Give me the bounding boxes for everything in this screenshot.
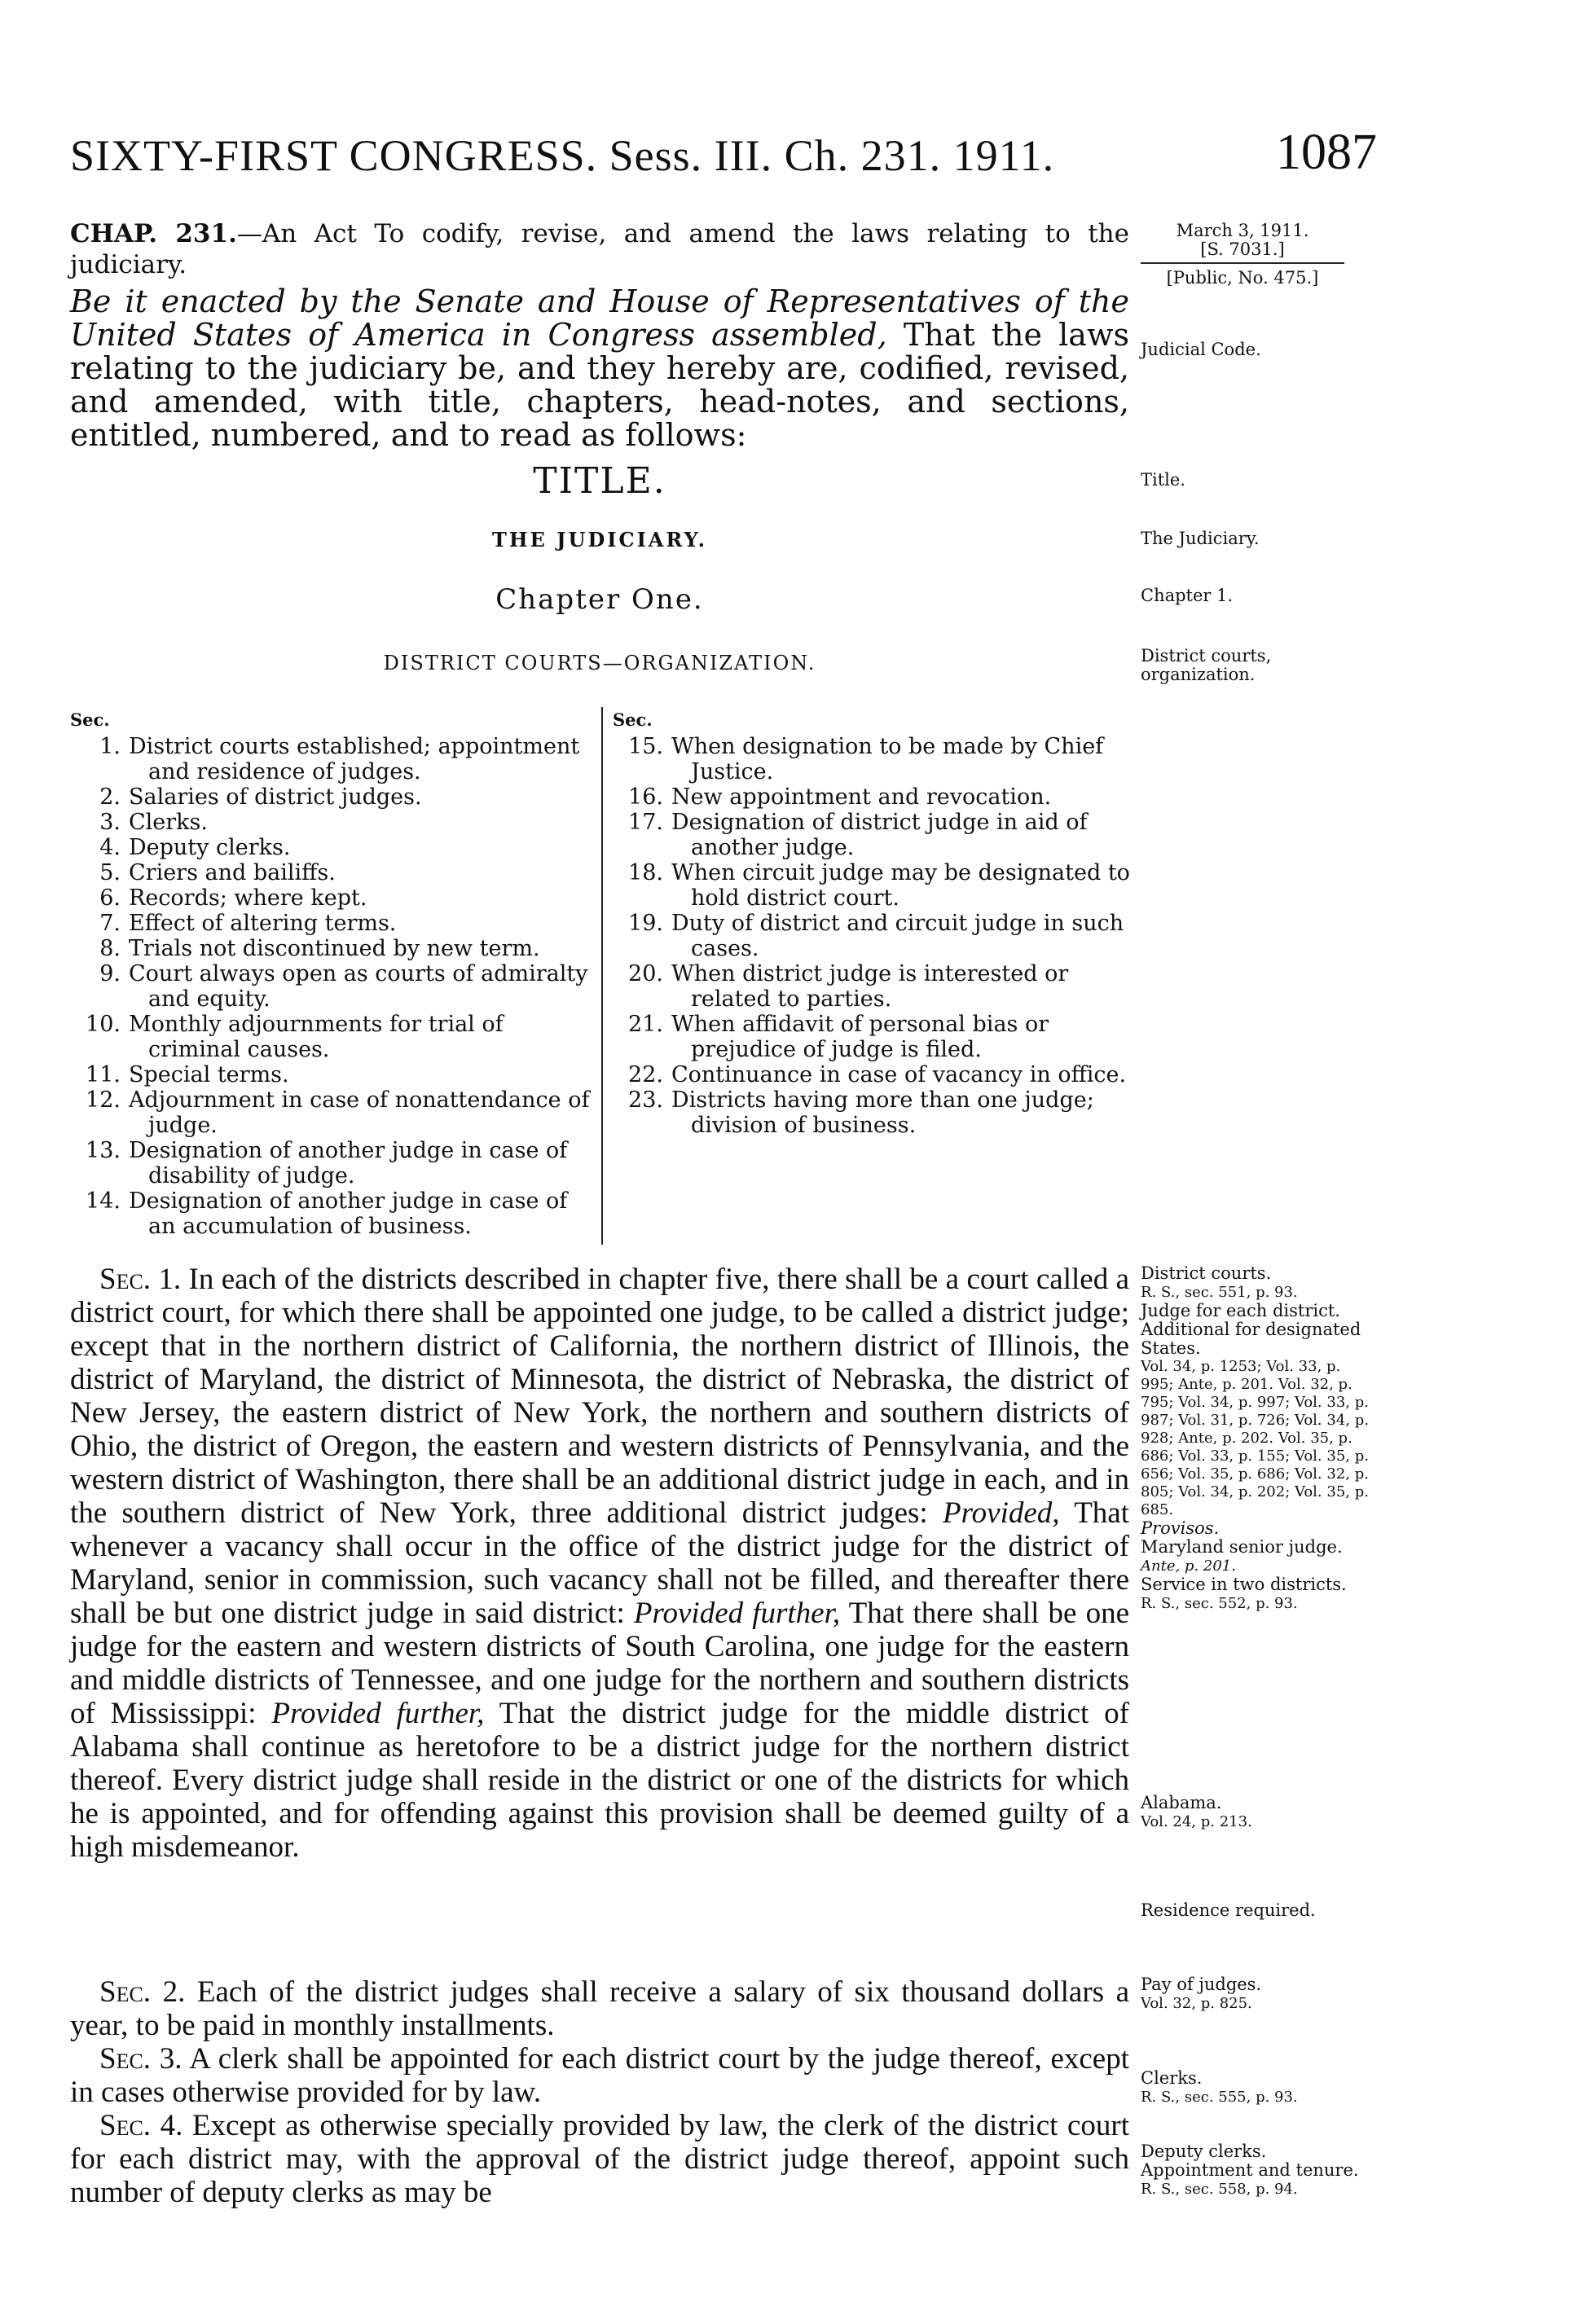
- toc-num: 15.: [628, 734, 663, 759]
- note-vols: Vol. 34, p. 1253; Vol. 33, p. 995; Ante, p. 201. Vol. 32, p. 795; Vol. 34, p. 997; Vol. 33, p. 987; Vol. 31, p. 726; Vol. 34, p. 928; Ante, p. 202. Vol. 35, p. 686; Vol. 33, p. 155; Vol. 35, p. 656; Vol. 35, p. 686; Vol. 32, p. 805; Vol. 34, p. 202; Vol. 35, p. 685.: [1141, 1358, 1369, 1518]
- note-deputy: Deputy clerks.: [1141, 2142, 1267, 2161]
- toc-item: [613, 961, 1134, 1012]
- note-vol32: Vol. 32, p. 825.: [1141, 1995, 1252, 2012]
- title-heading: TITLE.: [533, 460, 666, 502]
- toc-text: Salaries of district judges.: [129, 784, 422, 810]
- chapter-heading: Chapter One.: [495, 583, 704, 616]
- toc-num: 10.: [86, 1012, 121, 1037]
- margin-bill: [S. 7031.]: [1200, 239, 1285, 259]
- toc-item: [70, 1138, 592, 1188]
- toc-item: [613, 860, 1134, 911]
- toc-item: [70, 885, 592, 911]
- judiciary-heading: THE JUDICIARY.: [491, 528, 708, 551]
- toc-num: 8.: [99, 936, 121, 961]
- section-1: [70, 1263, 1129, 1864]
- note-judge-each: Judge for each district.: [1141, 1301, 1340, 1320]
- proviso: Provided further,: [271, 1697, 485, 1730]
- margin-chapter: Chapter 1.: [1141, 586, 1234, 605]
- toc-num: 16.: [628, 784, 663, 810]
- section-text: That whenever a vacancy shall occur in the office of the district judge for the district of Maryland, senior in commission, such vacancy shall not be filled, and thereafter there shall be but one district judge in said district:: [70, 1496, 1129, 1630]
- toc-item: [70, 784, 592, 810]
- contents-left: [70, 707, 592, 1239]
- margin-judicial-code: Judicial Code.: [1141, 340, 1261, 359]
- toc-num: 19.: [628, 911, 663, 936]
- margin-public: [Public, No. 475.]: [1166, 268, 1319, 288]
- chapter-caption: [70, 218, 1129, 280]
- toc-text: District courts established; appointment and residence of judges.: [129, 734, 580, 784]
- toc-num: 9.: [99, 961, 121, 986]
- toc-text: New appointment and revocation.: [671, 784, 1052, 810]
- note-pay: Pay of judges.: [1141, 1975, 1262, 1994]
- enacting-text: That the laws relating to the judiciary be, and they hereby are, codified, revised, and amended, with title, chapters, head-notes, and sections, entitled, numbered, and to read as follows:: [70, 317, 1129, 453]
- toc-text: When circuit judge may be designated to hold district court.: [671, 860, 1130, 911]
- toc-item: [613, 911, 1134, 961]
- toc-num: 20.: [628, 961, 663, 986]
- note-ante201: Ante, p. 201.: [1141, 1557, 1236, 1575]
- note-maryland: Maryland senior judge.: [1141, 1537, 1343, 1557]
- toc-num: 22.: [628, 1062, 663, 1087]
- toc-num: 11.: [86, 1062, 121, 1087]
- sections-2-4: [70, 1975, 1129, 2209]
- toc-text: Designation of another judge in case of disability of judge.: [129, 1138, 568, 1188]
- toc-text: When affidavit of personal bias or prejudice of judge is filed.: [671, 1012, 1049, 1062]
- toc-num: 6.: [99, 885, 121, 911]
- note-rs558: R. S., sec. 558, p. 94.: [1141, 2181, 1298, 2198]
- proviso: Provided,: [943, 1496, 1060, 1530]
- margin-date-block: [1141, 222, 1344, 288]
- toc-num: 5.: [99, 860, 121, 885]
- section-text: Except as otherwise specially provided by law, the clerk of the district court for each district may, with the approval of the district judge thereof, appoint such number of deputy clerks as may be: [70, 2109, 1129, 2209]
- toc-item: [70, 1188, 592, 1239]
- margin-judiciary: The Judiciary.: [1141, 529, 1260, 548]
- margin-clerks: [1141, 2069, 1385, 2107]
- toc-text: Effect of altering terms.: [129, 911, 397, 936]
- margin-deputy: [1141, 2142, 1385, 2199]
- toc-text: Monthly adjournments for trial of criminal causes.: [129, 1012, 504, 1062]
- toc-item: [70, 911, 592, 936]
- chapter-text: —An Act To codify, revise, and amend the laws relating to the judiciary.: [70, 219, 1129, 279]
- toc-text: Trials not discontinued by new term.: [129, 936, 540, 961]
- toc-text: Adjournment in case of nonattendance of judge.: [129, 1087, 590, 1138]
- toc-text: Districts having more than one judge; division of business.: [671, 1087, 1094, 1138]
- section-3: [70, 2042, 1129, 2109]
- note-provisos: Provisos.: [1141, 1518, 1220, 1538]
- toc-text: Special terms.: [129, 1062, 289, 1087]
- toc-item: [613, 1012, 1134, 1062]
- toc-item: [613, 784, 1134, 810]
- toc-item: [70, 1062, 592, 1087]
- toc-num: 2.: [99, 784, 121, 810]
- toc-item: [70, 1012, 592, 1062]
- toc-num: 1.: [99, 734, 121, 759]
- toc-item: [70, 734, 592, 784]
- section-text: That the district judge for the middle district of Alabama shall continue as heretofore to be a district judge for the northern district thereof. Every district judge shall reside in the district or one of the districts for which he is appointed, and for offending against this provision shall be deemed guilty of a high misdemeanor.: [70, 1697, 1129, 1864]
- section-text: In each of the districts described in chapter five, there shall be a court called a district court, for which there shall be appointed one judge, to be called a district judge; except that in the northern district of California, the northern district of Illinois, the district of Maryland, the district of Minnesota, the district of Nebraska, the district of New Jersey, the eastern district of New York, the northern and southern districts of Ohio, the district of Oregon, the eastern and western districts of Pennsylvania, and the western district of Washington, there shall be an additional district judge in each, and in the southern district of New York, three additional district judges:: [70, 1263, 1129, 1530]
- contents-right: [613, 707, 1134, 1138]
- page-number: 1087: [1276, 125, 1377, 180]
- note-appointment: Appointment and tenure.: [1141, 2160, 1359, 2180]
- note-vol24: Vol. 24, p. 213.: [1141, 1813, 1252, 1830]
- section-label: Sec. 1.: [99, 1263, 182, 1296]
- section-1-paragraph: [70, 1263, 1129, 1864]
- note-rs555: R. S., sec. 555, p. 93.: [1141, 2089, 1298, 2106]
- toc-text: Designation of another judge in case of an accumulation of business.: [129, 1188, 568, 1239]
- toc-num: 14.: [86, 1188, 121, 1214]
- toc-num: 18.: [628, 860, 663, 885]
- contents-divider: [601, 707, 603, 1245]
- toc-item: [70, 810, 592, 835]
- toc-item: [613, 1062, 1134, 1087]
- district-heading: DISTRICT COURTS—ORGANIZATION.: [383, 652, 816, 674]
- toc-text: Deputy clerks.: [129, 835, 291, 860]
- toc-num: 17.: [628, 810, 663, 835]
- section-label: Sec. 2.: [99, 1975, 186, 2009]
- margin-pay: [1141, 1975, 1385, 2013]
- proviso: Provided further,: [633, 1597, 841, 1630]
- toc-item: [70, 835, 592, 860]
- toc-text: Duty of district and circuit judge in such cases.: [671, 911, 1124, 961]
- toc-text: When district judge is interested or related to parties.: [671, 961, 1069, 1012]
- margin-alabama: [1141, 1794, 1385, 1831]
- toc-num: 7.: [99, 911, 121, 936]
- note-additional: Additional for designated States.: [1141, 1320, 1361, 1358]
- toc-sec-label: Sec.: [70, 710, 110, 730]
- section-label: Sec. 4.: [99, 2109, 183, 2142]
- toc-num: 4.: [99, 835, 121, 860]
- section-text: Each of the district judges shall receive a salary of six thousand dollars a year, to be paid in monthly installments.: [70, 1975, 1129, 2042]
- note-alabama: Alabama.: [1141, 1793, 1222, 1812]
- section-text: That there shall be one judge for the eastern and western districts of South Carolina, one judge for the eastern and middle districts of Tennessee, and one judge for the northern and southern districts of Mississippi:: [70, 1597, 1129, 1730]
- toc-item: [70, 1087, 592, 1138]
- toc-text: Court always open as courts of admiralty and equity.: [129, 961, 588, 1012]
- note-clerks: Clerks.: [1141, 2068, 1203, 2088]
- toc-item: [613, 734, 1134, 784]
- chapter-label: CHAP. 231.: [70, 219, 237, 248]
- note-residence: Residence required.: [1141, 1900, 1316, 1920]
- toc-item: [70, 961, 592, 1012]
- enacting-italic: Be it enacted by the Senate and House of Representatives of the United States of America in Congress assembled,: [70, 283, 1129, 353]
- toc-text: Clerks.: [129, 810, 208, 835]
- toc-text: Records; where kept.: [129, 885, 367, 911]
- toc-text: Criers and bailiffs.: [129, 860, 336, 885]
- section-4: [70, 2109, 1129, 2209]
- toc-text: When designation to be made by Chief Justice.: [671, 734, 1104, 784]
- enacting-clause: [70, 285, 1129, 452]
- running-title: SIXTY-FIRST CONGRESS. Sess. III. Ch. 231. 1911.: [70, 131, 1055, 180]
- margin-sec1-notes: [1141, 1264, 1377, 1613]
- margin-title: Title.: [1141, 470, 1185, 490]
- toc-item: [70, 936, 592, 961]
- toc-num: 13.: [86, 1138, 121, 1163]
- toc-item: [613, 1087, 1134, 1138]
- section-label: Sec. 3.: [99, 2042, 183, 2076]
- toc-text: Designation of district judge in aid of another judge.: [671, 810, 1088, 860]
- note-rs551: R. S., sec. 551, p. 93.: [1141, 1284, 1298, 1301]
- toc-num: 21.: [628, 1012, 663, 1037]
- toc-item: [613, 810, 1134, 860]
- toc-item: [70, 860, 592, 885]
- toc-text: Continuance in case of vacancy in office.: [671, 1062, 1127, 1087]
- note-district-courts: District courts.: [1141, 1263, 1272, 1283]
- toc-num: 3.: [99, 810, 121, 835]
- toc-sec-label: Sec.: [613, 710, 653, 730]
- section-text: A clerk shall be appointed for each district court by the judge thereof, except in cases otherwise provided for by law.: [70, 2042, 1129, 2109]
- note-service: Service in two districts.: [1141, 1575, 1347, 1594]
- margin-district-courts: District courts, organization.: [1141, 646, 1272, 684]
- margin-rule: [1141, 262, 1344, 264]
- toc-num: 12.: [86, 1087, 121, 1113]
- toc-num: 23.: [628, 1087, 663, 1113]
- margin-date: March 3, 1911.: [1176, 221, 1309, 240]
- section-2: [70, 1975, 1129, 2042]
- note-rs552: R. S., sec. 552, p. 93.: [1141, 1595, 1298, 1612]
